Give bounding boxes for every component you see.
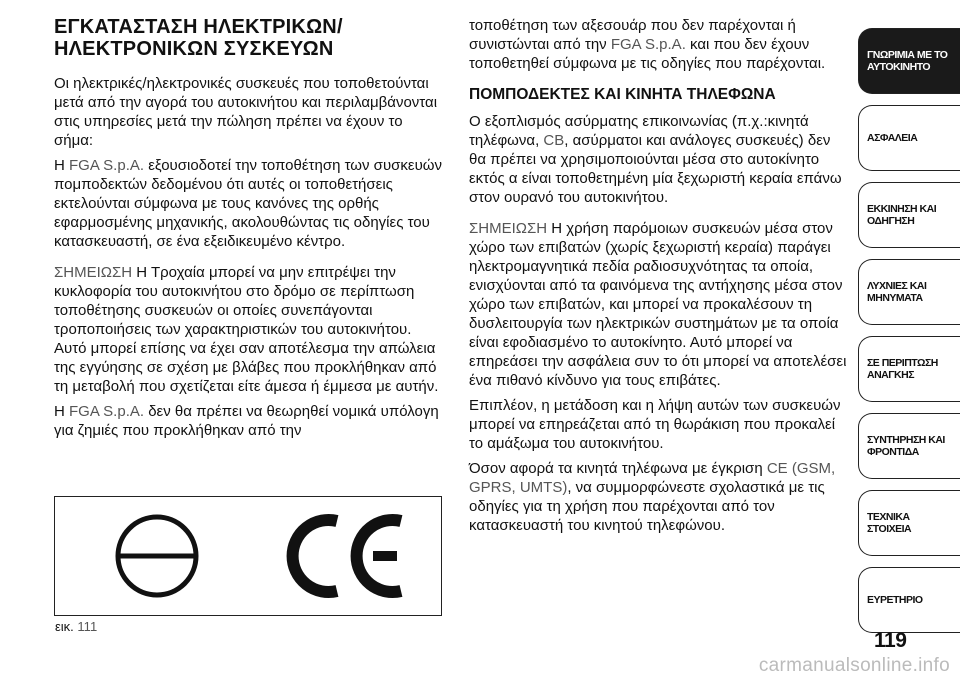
ce-standards: CE (GSM, GPRS, UMTS) (469, 460, 836, 496)
text: Η (54, 157, 69, 174)
intro-paragraph: Οι ηλεκτρικές/ηλεκτρονικές συσκευές που τοποθετούνται μετά από την αγορά του αυτοκινήτου και περιλαμβάνονται στις υπηρεσίες μετά την πώληση πρέπει να έχουν το σήμα: (54, 75, 438, 149)
tab-label: ΛΥΧΝΙΕΣ ΚΑΙ ΜΗΝΥΜΑΤΑ (867, 280, 927, 304)
note-paragraph (54, 263, 442, 396)
tab-getting-to-know[interactable] (858, 28, 960, 94)
text: Ο εξοπλισμός ασύρματης επικοινωνίας (π.χ.:κινητά τηλέφωνα, (469, 113, 809, 149)
text: , ασύρματοι και ανάλογες συσκευές) δεν θα πρέπει να χρησιμοποιούνται μέσα στο αυτοκίνητο εκτός α είναι τοποθετημένη μία ξεχωριστή κεραία επάνω στον ουρανό του αυτοκινήτου. (469, 132, 842, 206)
authorization-paragraph (54, 156, 442, 251)
page-number: 119 (874, 629, 907, 652)
figure-caption (55, 619, 97, 634)
ce-mark-icon (293, 520, 401, 592)
tab-starting-driving[interactable] (858, 182, 960, 248)
text: τοποθέτηση των αξεσουάρ που δεν παρέχονται ή συνιστώνται από την (469, 17, 796, 53)
right-column (469, 16, 849, 541)
caption-prefix: εικ. (55, 619, 74, 634)
tab-label: ΣΥΝΤΗΡΗΣΗ ΚΑΙ ΦΡΟΝΤΙΔΑ (867, 434, 945, 458)
continuation-paragraph (469, 16, 849, 73)
section-title: ΠΟΜΠΟΔΕΚΤΕΣ ΚΑΙ ΚΙΝΗΤΑ ΤΗΛΕΦΩΝΑ (469, 86, 776, 103)
certification-marks (55, 497, 441, 615)
tab-warning-lights[interactable] (858, 259, 960, 325)
tab-label: ΕΚΚΙΝΗΣΗ ΚΑΙ ΟΔΗΓΗΣΗ (867, 203, 937, 227)
note-text: Η χρήση παρόμοιων συσκευών μέσα στον χώρο των επιβατών (χωρίς ξεχωριστή κεραία) παράγει ηλεκτρομαγνητικά πεδία ραδιοσυχνότητας τα οποία, ενισχύονται από τα φαινόμενα της αντήχησης μέσα στον χώρο των επιβατών, και μπορεί να προκαλέσουν τη δυσλειτουργία των ηλεκτρικών συστημάτων με τα οποία είναι εφοδιασμένο το αυτοκίνητο. Αυτό μπορεί να επηρεάσει την ασφάλεια συν το ότι μπορεί να αποτελέσει ένα πιθανό κίνδυνο για τους επιβάτες. (469, 220, 847, 389)
text: Η (54, 403, 69, 420)
brand-name: FGA S.p.A. (69, 403, 145, 420)
left-column (54, 16, 442, 446)
text: Όσον αφορά τα κινητά τηλέφωνα με έγκριση (469, 460, 767, 477)
brand-name: FGA S.p.A. (610, 36, 686, 53)
text: και που δεν έχουν τοποθετηθεί σύμφωνα με τις οδηγίες που παρέχονται. (469, 36, 826, 72)
page-title: ΕΓΚΑΤΑΣΤΑΣΗ ΗΛΕΚΤΡΙΚΩΝ/ ΗΛΕΚΤΡΟΝΙΚΩΝ ΣΥΣΚΕΥΩΝ (54, 16, 343, 60)
text: , να συμμορφώνεστε σχολαστικά με τις οδηγίες για τη χρήση που παρέχονται από τον κατασκευαστή του κινητού τηλεφώνου. (469, 479, 825, 534)
liability-paragraph (54, 402, 442, 440)
note-text: Η Τροχαία μπορεί να μην επιτρέψει την κυκλοφορία του αυτοκινήτου στο δρόμο σε περίπτωση τοποθέτησης συσκευών οι οποίες συνεπάγονται τροποποιήσεις των χαρακτηριστικών του αυτοκινήτου. Αυτό μπορεί επίσης να έχει σαν αποτέλεσμα την απώλεια της εγγύησης σε σχέση με βλάβες που προκλήθηκαν από τη μεταβολή που σχετίζεται είτε άμεσα ή έμμεσα με αυτήν. (54, 264, 439, 395)
wireless-paragraph (469, 112, 849, 207)
note-label: ΣΗΜΕΙΩΣΗ (469, 220, 548, 237)
tab-label: ΕΥΡΕΤΗΡΙΟ (867, 594, 923, 606)
figure-111 (54, 496, 442, 616)
note-paragraph (469, 219, 849, 390)
brand-name: FGA S.p.A. (69, 157, 145, 174)
mobile-phones-paragraph (469, 459, 849, 535)
text: εξουσιοδοτεί την τοποθέτηση των συσκευών πομποδεκτών δεδομένου ότι αυτές οι τοποθετήσεις εκτελούνται σύμφωνα με τους κανόνες της ορθής εφαρμοσμένης μηχανικής, ακολουθώντας τις οδηγίες του κατασκευαστή, σε ένα εξειδικευμένο κέντρο. (54, 157, 443, 250)
tab-label: ΑΣΦΑΛΕΙΑ (867, 132, 918, 144)
watermark: carmanualsonline.info (758, 655, 950, 676)
tab-safety[interactable] (858, 105, 960, 171)
text: δεν θα πρέπει να θεωρηθεί νομικά υπόλογη για ζημιές που προκλήθηκαν από την (54, 403, 439, 439)
tab-label: ΓΝΩΡΙΜΙΑ ΜΕ ΤΟ ΑΥΤΟΚΙΝΗΤΟ (867, 49, 948, 73)
shielding-paragraph: Επιπλέον, η μετάδοση και η λήψη αυτών των συσκευών μπορεί να επηρεάζεται από τη θωράκιση που προκαλεί το αμάξωμα του αυτοκινήτου. (469, 397, 841, 452)
cb-label: CB (543, 132, 565, 149)
e-mark-icon (118, 517, 196, 595)
tab-technical-data[interactable] (858, 490, 960, 556)
caption-number: 111 (77, 619, 98, 634)
chapter-tabs (858, 28, 960, 644)
tab-maintenance[interactable] (858, 413, 960, 479)
tab-emergency[interactable] (858, 336, 960, 402)
tab-label: ΤΕΧΝΙΚΑ ΣΤΟΙΧΕΙΑ (867, 511, 912, 535)
tab-index[interactable] (858, 567, 960, 633)
tab-label: ΣΕ ΠΕΡΙΠΤΩΣΗ ΑΝΑΓΚΗΣ (867, 357, 938, 381)
note-label: ΣΗΜΕΙΩΣΗ (54, 264, 133, 281)
